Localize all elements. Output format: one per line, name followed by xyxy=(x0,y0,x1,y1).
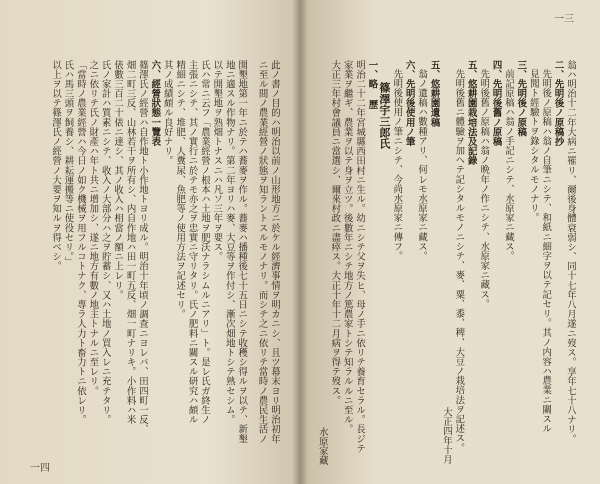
text-line: 前記原稿ハ翁ノ手記ニシテ、水原家ニ藏ス。 xyxy=(502,69,514,262)
date-line: 大正四年十月 xyxy=(440,407,452,465)
text-line: 大正三年村會議員ニ當選シ、爾來村政ニ盡瘁ス。大正十年十二月病ヲ得テ歿ス。 xyxy=(329,60,341,406)
text-line: 先明後舊ノ原稿ハ翁ノ晩年ノ作ニシテ、水原家ニ藏ス。 xyxy=(478,69,490,310)
book-gutter xyxy=(292,0,308,484)
text-line: 主張ニシテ、其ノ實行ニ於テモ亦之ヲ忠實ニ守リタリ。氏ノ肥料ニ關スル研究ハ頗ル xyxy=(186,60,198,425)
text-line: 「當時ノ農業經營ハ今日ノ如ク機械ヲ用フルコトナク、專ラ人力ト畜力トニ依レリ。 xyxy=(74,60,86,425)
text-line: 先明後舊ニ體驗ヲ加ヘテ記シタルモノニシテ、麥、粟、黍、稗、大豆ノ栽培法ヲ記述ス。 xyxy=(453,69,465,453)
text-line: 以上ヲ以テ篠澤氏ノ經營ノ大要ヲ知ルヲ得ベシ。 xyxy=(50,60,62,271)
right-page xyxy=(300,0,600,484)
text-line: 氏ハ馬三頭ヲ飼養シ、耕耘運搬等ニ使役セリ。」 xyxy=(62,60,74,267)
section-heading: 五、悠耕園遺稿 xyxy=(428,60,440,128)
text-line: 畑二町三反、山林若干ヲ所有シ、内自作地ハ田一町五反、畑一町ナリキ。小作料ハ米 xyxy=(124,60,136,425)
section-heading: 三、先明後ノ原稿 xyxy=(515,60,527,137)
text-line: 之ニ依リテ氏ノ財產ハ年ト共ニ增加シ、遂ニ地方有數ノ地主トナルニ至レリ。 xyxy=(87,60,99,396)
person-title: 篠澤宇三郎氏 xyxy=(377,82,391,150)
collector-note: 水原家藏 xyxy=(316,426,328,465)
text-line: 開墾地第一年ニ於テハ蕎麥ヲ作ル。蕎麥ハ播種後七十五日ニシテ收穫シ得ルヲ以テ、新墾 xyxy=(236,60,248,444)
section-heading: 二、先明後ノ原稿抄 xyxy=(552,60,564,147)
text-line: 翁ノ遺稿ハ數種アリ、何レモ水原家ニ藏ス。 xyxy=(416,69,428,262)
right-page-text xyxy=(314,60,576,465)
text-line: 氏ノ家計ハ質素ニシテ、收入ノ大部分ハ之ヲ貯蓄シ、又ハ土地ノ買入レニ充テタリ。 xyxy=(99,60,111,425)
text-line: 俵數三百二十俵ニ達シ、其ノ收入ハ相當ノ額ニ上レリ。 xyxy=(112,60,124,300)
text-line: 此ノ書ノ目的ハ明治以前ノ山形地方ニ於ケル經濟事情ヲ明カニシ、且ツ幕末ヨリ明治初年 xyxy=(269,60,280,444)
section-heading: 一、略 歷 xyxy=(366,60,378,110)
text-line: 地ニ適スル作物ナリ。第二年ヨリハ麥、大豆等ヲ作付シ、漸次畑地トシテ熟セシム。 xyxy=(223,60,235,425)
section-heading: 六、先明後使用ノ筆 xyxy=(403,60,415,147)
text-line: ニ至ル間ノ農業經營ノ狀態ヲ知ラントスルモノナリ。而シテ之ニ依リテ當時ノ農民生活ノ xyxy=(256,60,268,444)
text-line: 精細ニシテ、堆肥、人糞尿、魚肥等ノ使用方法ヲ記述セリ。 xyxy=(174,60,186,319)
left-page-text xyxy=(18,60,280,465)
line-spacer xyxy=(247,60,255,465)
text-line: 其ノ成績頗ル良好ナリ。 xyxy=(161,60,173,166)
text-line: 先明後使用ノ筆ニシテ、今尚水原家ニ傳フ。 xyxy=(391,69,403,262)
section-heading: 四、先明後舊ノ原稿 xyxy=(490,60,502,147)
text-line: 氏ハ常ニ云フ「農業經營ノ根本ハ土地ヲ肥沃ナラシムルニアリ」ト。是レ氏ガ終生ノ xyxy=(198,60,210,425)
section-heading: 五、悠耕園栽培法及記錄 xyxy=(465,60,477,166)
page-number-left: 一四 xyxy=(30,463,50,474)
text-line: 翁ハ明治十二年大病ニ罹リ、爾後身體衰弱シ、同十七年八月遂ニ歿ス。享年七十八ナリ。 xyxy=(565,60,576,444)
page-number-right: 一三 xyxy=(554,14,574,25)
text-line: 明治二十二年宮城縣西田村ニ生ル。幼ニシテ父ヲ失ヒ、母ノ手ニ依リテ養育セラル。長ジテ xyxy=(354,60,366,454)
text-line: 先明後ノ原稿ハ翁ノ自筆ニシテ、和紙ニ細字ヲ以テ記セリ。其ノ内容ハ農業ニ關スル xyxy=(540,69,552,434)
text-line: 見聞ト經驗トヲ錄シタルモノナリ。 xyxy=(527,69,539,223)
text-line: 家業ヲ繼ギ、農業ヲ以テ身ヲ立ツ。後數年ニシテ地方ノ篤農家トシテ知ラルルニ至ル。 xyxy=(341,60,353,435)
section-heading: 六、經營狀態一覽表 xyxy=(149,60,161,147)
text-line: 以テ開墾地ヲ熟畑トナスニハ凡ソ三年ヲ要ス。 xyxy=(211,60,223,262)
text-line: 篠澤氏ノ經營ハ自作地ト小作地トヨリ成ル。明治十年頃ノ調査ニヨレバ、田四町一反、 xyxy=(136,60,148,435)
